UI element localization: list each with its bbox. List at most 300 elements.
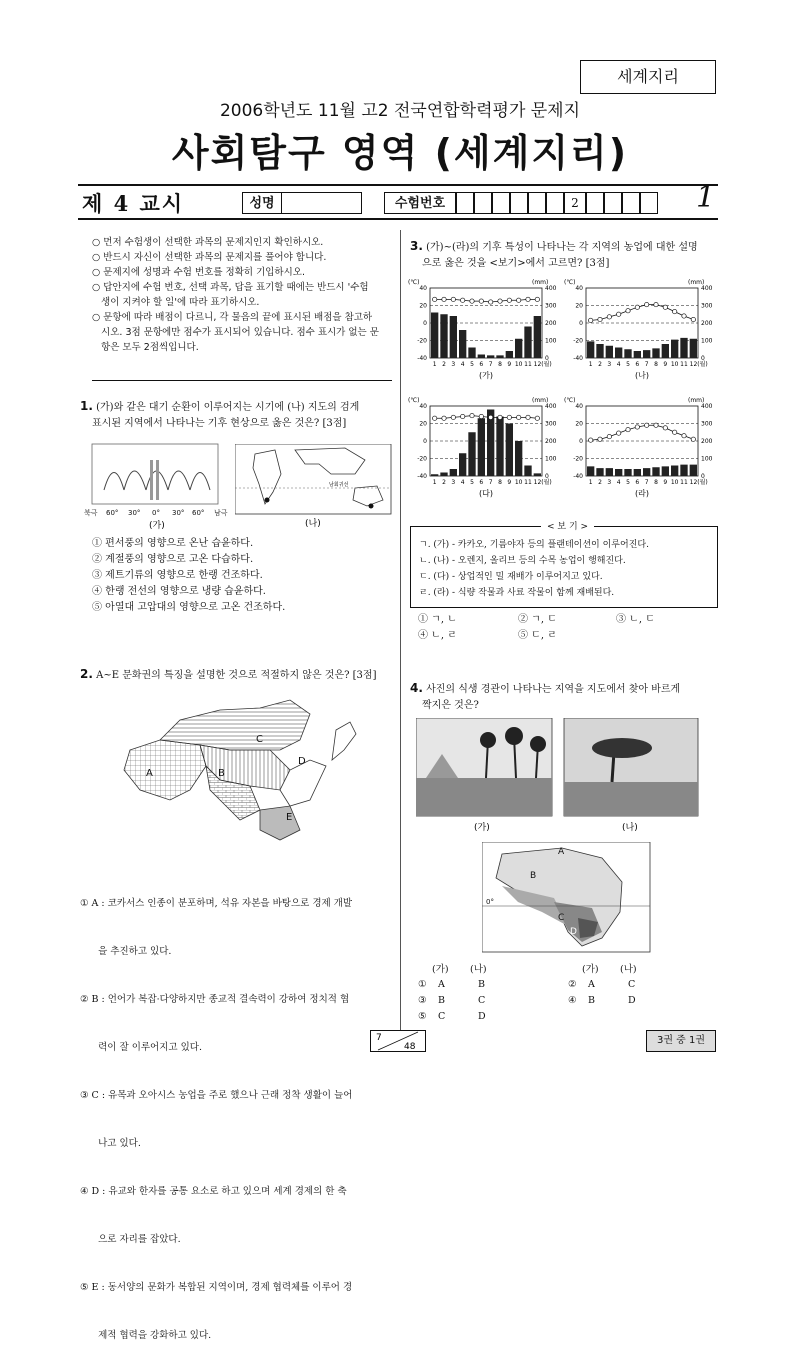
precip-unit: (mm) bbox=[532, 279, 549, 286]
map-label: B bbox=[530, 871, 537, 881]
month-tick: 8 bbox=[654, 361, 658, 368]
precip-bar bbox=[496, 355, 503, 358]
temp-point bbox=[663, 426, 667, 430]
exam-number-cell[interactable] bbox=[604, 192, 622, 214]
month-tick: 11 bbox=[524, 479, 532, 486]
temp-tick: 0 bbox=[579, 320, 583, 327]
precip-tick: 100 bbox=[701, 337, 713, 345]
instructions bbox=[92, 235, 392, 355]
answer-option[interactable]: ① ㄱ, ㄴ bbox=[418, 614, 457, 625]
precip-bar bbox=[680, 465, 687, 476]
temp-point bbox=[535, 416, 539, 420]
precip-tick: 400 bbox=[545, 285, 557, 292]
exam-number-fixed-digit: 2 bbox=[564, 192, 586, 214]
question-text: 표시된 지역에서 나타나는 기후 현상으로 옳은 것은? [3점] bbox=[92, 418, 347, 429]
lat-label: 60° bbox=[192, 509, 205, 517]
exam-number-cell[interactable] bbox=[510, 192, 528, 214]
temp-unit: (℃) bbox=[408, 397, 420, 404]
q2-options bbox=[80, 864, 396, 1360]
precip-bar bbox=[624, 349, 631, 358]
month-tick: 9 bbox=[663, 361, 668, 368]
month-tick: 3 bbox=[451, 361, 456, 368]
climate-chart bbox=[408, 279, 557, 380]
precip-bar bbox=[634, 351, 641, 358]
exam-number-cell[interactable] bbox=[640, 192, 658, 214]
precip-bar bbox=[652, 348, 659, 358]
month-tick: 12(월) bbox=[533, 479, 552, 486]
page-counter bbox=[370, 1030, 426, 1052]
month-tick: 12(월) bbox=[689, 479, 708, 486]
precip-tick: 200 bbox=[545, 438, 557, 445]
asia-culture-map bbox=[110, 690, 370, 850]
temp-point bbox=[507, 415, 511, 419]
precip-bar bbox=[643, 350, 650, 358]
temp-unit: (℃) bbox=[408, 279, 420, 286]
answer-option[interactable]: ④ D : 유교와 한자를 공통 요소로 하고 있으며 세계 경제의 한 축 bbox=[80, 1186, 347, 1197]
exam-number-cell[interactable] bbox=[622, 192, 640, 214]
question-3 bbox=[410, 238, 720, 272]
temp-point bbox=[654, 423, 658, 427]
precip-unit: (mm) bbox=[688, 397, 705, 404]
precip-bar bbox=[534, 316, 541, 358]
month-tick: 11 bbox=[524, 361, 532, 368]
header-rule-bottom bbox=[78, 218, 718, 220]
month-tick: 5 bbox=[470, 479, 474, 486]
answer-option[interactable]: ⑤ ㄷ, ㄹ bbox=[518, 630, 557, 641]
precip-bar bbox=[643, 468, 650, 476]
temp-tick: -20 bbox=[417, 337, 427, 345]
temp-point bbox=[479, 299, 483, 303]
instruction-line: ○ 반드시 자신이 선택한 과목의 문제지를 풀어야 합니다. bbox=[92, 252, 327, 263]
precip-bar bbox=[587, 466, 594, 476]
precip-bar bbox=[606, 346, 613, 358]
page-number: 1 bbox=[696, 180, 716, 215]
precip-bar bbox=[450, 316, 457, 358]
question-text: 사진의 식생 경관이 나타나는 지역을 지도에서 찾아 바르게 bbox=[426, 684, 681, 695]
answer-option[interactable]: ④ ㄴ, ㄹ bbox=[418, 630, 457, 641]
month-tick: 4 bbox=[616, 361, 621, 368]
instruction-line: 생이 지켜야 할 일'에 따라 표기하시오. bbox=[92, 297, 260, 308]
temp-point bbox=[460, 298, 464, 302]
answer-option[interactable]: ① A : 코카서스 인종이 분포하며, 석유 자본을 바탕으로 경제 개발 bbox=[80, 898, 353, 909]
month-tick: 1 bbox=[588, 479, 593, 486]
month-tick: 5 bbox=[626, 361, 630, 368]
precip-tick: 0 bbox=[545, 473, 549, 480]
answer-option-continued: 을 추진하고 있다. bbox=[80, 946, 172, 957]
precip-tick: 300 bbox=[545, 302, 557, 310]
month-tick: 4 bbox=[460, 479, 465, 486]
precip-bar bbox=[431, 313, 438, 359]
month-tick: 12(월) bbox=[533, 361, 552, 368]
temp-point bbox=[451, 297, 455, 301]
month-tick: 7 bbox=[644, 479, 649, 486]
month-tick: 8 bbox=[654, 479, 658, 486]
temp-point bbox=[507, 298, 511, 302]
month-tick: 4 bbox=[460, 361, 465, 368]
region-label-a: A bbox=[146, 768, 153, 779]
exam-title: 2006학년도 11월 고2 전국연합학력평가 문제지 bbox=[219, 101, 581, 121]
bogi-box bbox=[410, 522, 718, 608]
temp-point bbox=[672, 430, 676, 434]
region-label-c: C bbox=[256, 734, 263, 745]
temp-tick: 20 bbox=[575, 302, 583, 310]
temp-point bbox=[663, 305, 667, 309]
answer-option-continued: 력이 잘 이루어지고 있다. bbox=[80, 1042, 202, 1053]
answer-option[interactable]: ⑤ E : 동서양의 문화가 복합된 지역이며, 경제 협력체를 이루어 경 bbox=[80, 1282, 353, 1293]
precip-bar bbox=[690, 465, 697, 476]
temp-tick: -40 bbox=[573, 355, 583, 362]
lat-label: 30° bbox=[172, 509, 185, 517]
precip-tick: 100 bbox=[701, 455, 713, 463]
temp-point bbox=[442, 416, 446, 420]
temp-tick: 40 bbox=[575, 285, 583, 292]
precip-unit: (mm) bbox=[688, 279, 705, 286]
answer-option[interactable]: ③ ㄴ, ㄷ bbox=[616, 614, 655, 625]
precip-bar bbox=[662, 466, 669, 476]
bogi-item: ㄹ. (라) - 식량 작물과 사료 작물이 함께 재배된다. bbox=[419, 588, 615, 598]
temp-point bbox=[442, 297, 446, 301]
precip-bar bbox=[534, 473, 541, 476]
question-text: 으로 옳은 것을 <보기>에서 고르면? [3점] bbox=[422, 258, 610, 269]
vegetation-photos bbox=[416, 718, 716, 838]
temp-point bbox=[672, 309, 676, 313]
precip-tick: 0 bbox=[701, 473, 705, 480]
precip-bar bbox=[615, 348, 622, 359]
temp-tick: -20 bbox=[417, 455, 427, 463]
climate-chart bbox=[408, 397, 557, 498]
climate-charts bbox=[406, 274, 716, 510]
temp-tick: -40 bbox=[417, 355, 427, 362]
chart-title: (가) bbox=[479, 371, 493, 380]
precip-bar bbox=[515, 339, 522, 358]
month-tick: 10 bbox=[670, 361, 679, 368]
month-tick: 1 bbox=[588, 361, 593, 368]
answer-option[interactable]: ③ C : 유목과 오아시스 농업을 주로 했으나 근래 정착 생활이 늘어 bbox=[80, 1090, 353, 1101]
temp-point bbox=[644, 423, 648, 427]
answer-option-continued: 으로 자리를 잡았다. bbox=[80, 1234, 181, 1245]
temp-point bbox=[682, 314, 686, 318]
precip-bar bbox=[506, 351, 513, 358]
month-tick: 8 bbox=[498, 361, 502, 368]
precip-bar bbox=[524, 327, 531, 359]
question-text: (가)~(라)의 기후 특성이 나타나는 각 지역의 농업에 대한 설명 bbox=[426, 242, 698, 253]
temp-tick: -20 bbox=[573, 337, 583, 345]
photo-caption-a: (가) bbox=[474, 823, 490, 833]
temp-point bbox=[470, 299, 474, 303]
precip-tick: 200 bbox=[701, 438, 713, 445]
month-tick: 6 bbox=[479, 361, 484, 368]
bogi-item: ㄱ. (가) - 카카오, 기름야자 등의 플랜테이션이 이루어진다. bbox=[419, 540, 649, 550]
temp-point bbox=[588, 438, 592, 442]
exam-number-cell[interactable] bbox=[456, 192, 474, 214]
month-tick: 5 bbox=[470, 361, 474, 368]
map-label: C bbox=[558, 913, 565, 923]
month-tick: 11 bbox=[680, 479, 688, 486]
temp-tick: 20 bbox=[419, 302, 427, 310]
instruction-line: 항은 모두 2점씩입니다. bbox=[92, 342, 199, 353]
precip-bar bbox=[515, 441, 522, 476]
precip-bar bbox=[459, 453, 466, 476]
column-heading: (가) bbox=[432, 964, 449, 975]
instruction-line: ○ 먼저 수험생이 선택한 과목의 문제지인지 확인하시오. bbox=[92, 237, 324, 248]
precip-bar bbox=[596, 468, 603, 476]
subject-box: 세계지리 bbox=[580, 60, 716, 94]
temp-point bbox=[691, 317, 695, 321]
column-heading: (나) bbox=[470, 964, 487, 975]
precip-bar bbox=[468, 348, 475, 359]
month-tick: 2 bbox=[442, 361, 446, 368]
month-tick: 10 bbox=[670, 479, 679, 486]
instruction-line: ○ 문제지에 성명과 수험 번호를 정확히 기입하시오. bbox=[92, 267, 305, 278]
temp-tick: -20 bbox=[573, 455, 583, 463]
month-tick: 2 bbox=[598, 361, 602, 368]
month-tick: 9 bbox=[663, 479, 668, 486]
precip-bar bbox=[506, 424, 513, 477]
precip-bar bbox=[596, 344, 603, 358]
temp-point bbox=[488, 300, 492, 304]
month-tick: 2 bbox=[598, 479, 602, 486]
exam-number-cell[interactable] bbox=[546, 192, 564, 214]
precip-bar bbox=[662, 344, 669, 358]
temp-tick: 20 bbox=[575, 420, 583, 428]
question-number: 1. bbox=[80, 399, 93, 413]
temp-point bbox=[635, 305, 639, 309]
temp-tick: 20 bbox=[419, 420, 427, 428]
precip-bar bbox=[440, 473, 447, 477]
precip-bar bbox=[680, 338, 687, 358]
photo-caption-b: (나) bbox=[622, 823, 638, 833]
precip-bar bbox=[468, 432, 475, 476]
precip-bar bbox=[606, 468, 613, 476]
map-label: 남회귀선 bbox=[329, 482, 349, 488]
temp-point bbox=[470, 413, 474, 417]
question-number: 3. bbox=[410, 239, 423, 253]
question-text: (가)와 같은 대기 순환이 이루어지는 시기에 (나) 지도의 검게 bbox=[96, 402, 360, 413]
world-map-q1 bbox=[235, 444, 393, 530]
temp-tick: -40 bbox=[573, 473, 583, 480]
month-tick: 7 bbox=[488, 479, 493, 486]
month-tick: 7 bbox=[644, 361, 649, 368]
temp-point bbox=[488, 415, 492, 419]
exam-number-cell[interactable] bbox=[474, 192, 492, 214]
question-number: 2. bbox=[80, 667, 93, 681]
answer-option[interactable]: ② ㄱ, ㄷ bbox=[518, 614, 557, 625]
volume-badge: 3권 중 1권 bbox=[646, 1030, 716, 1052]
precip-tick: 0 bbox=[701, 355, 705, 362]
answer-option-continued: 나고 있다. bbox=[80, 1138, 141, 1149]
lat-label: 30° bbox=[128, 509, 141, 517]
answer-option[interactable]: ② 계절풍의 영향으로 고온 다습하다. bbox=[92, 554, 254, 565]
precip-bar bbox=[652, 467, 659, 476]
temp-point bbox=[479, 414, 483, 418]
bogi-item: ㄴ. (나) - 오렌지, 올리브 등의 수목 농업이 행해진다. bbox=[419, 556, 626, 566]
temp-point bbox=[432, 416, 436, 420]
month-tick: 8 bbox=[498, 479, 502, 486]
precip-unit: (mm) bbox=[532, 397, 549, 404]
column-heading: (나) bbox=[620, 964, 637, 975]
answer-option[interactable]: ① 편서풍의 영향으로 온난 습윤하다. bbox=[92, 538, 254, 549]
temp-point bbox=[691, 437, 695, 441]
month-tick: 2 bbox=[442, 479, 446, 486]
exam-number-label: 수험번호 bbox=[384, 192, 456, 214]
question-number: 4. bbox=[410, 681, 423, 695]
month-tick: 3 bbox=[607, 479, 612, 486]
precip-tick: 400 bbox=[701, 403, 713, 410]
answer-option[interactable]: ② B : 언어가 복잡·다양하지만 종교적 결속력이 강하여 정치적 협 bbox=[80, 994, 350, 1005]
precip-tick: 300 bbox=[701, 302, 713, 310]
precip-bar bbox=[478, 355, 485, 359]
precip-bar bbox=[459, 330, 466, 358]
temp-point bbox=[654, 302, 658, 306]
month-tick: 10 bbox=[514, 361, 523, 368]
africa-vegetation-map bbox=[482, 842, 652, 954]
precip-bar bbox=[524, 466, 531, 477]
precip-tick: 400 bbox=[701, 285, 713, 292]
answer-option-continued: 제적 협력을 강화하고 있다. bbox=[80, 1330, 212, 1341]
question-4 bbox=[410, 680, 720, 714]
temp-point bbox=[498, 299, 502, 303]
name-input[interactable] bbox=[282, 192, 362, 214]
precip-tick: 300 bbox=[701, 420, 713, 428]
header-rule-top bbox=[78, 184, 718, 186]
temp-tick: 40 bbox=[419, 285, 427, 292]
answer-option[interactable]: ② A C bbox=[568, 979, 636, 990]
map-label: 0° bbox=[486, 898, 494, 906]
lat-label: 남극 bbox=[214, 509, 228, 517]
temp-point bbox=[516, 415, 520, 419]
answer-option[interactable]: ④ 한랭 전선의 영향으로 냉량 습윤하다. bbox=[92, 586, 266, 597]
temp-tick: 40 bbox=[575, 403, 583, 410]
question-1 bbox=[80, 398, 396, 432]
name-field bbox=[242, 192, 362, 214]
precip-tick: 400 bbox=[545, 403, 557, 410]
exam-number-cell[interactable] bbox=[586, 192, 604, 214]
region-label-d: D bbox=[298, 756, 306, 767]
temp-point bbox=[526, 297, 530, 301]
month-tick: 12(월) bbox=[689, 361, 708, 368]
month-tick: 6 bbox=[635, 361, 640, 368]
column-divider bbox=[400, 230, 401, 1030]
lat-label: 0° bbox=[152, 509, 160, 517]
temp-point bbox=[626, 427, 630, 431]
month-tick: 9 bbox=[507, 361, 512, 368]
question-text: 짝지은 것은? bbox=[422, 700, 479, 711]
answer-option[interactable]: ⑤ C D bbox=[418, 1011, 486, 1022]
figure-caption: (가) bbox=[149, 521, 165, 530]
precip-bar bbox=[624, 469, 631, 476]
temp-point bbox=[516, 298, 520, 302]
temp-point bbox=[607, 315, 611, 319]
month-tick: 11 bbox=[680, 361, 688, 368]
temp-point bbox=[535, 297, 539, 301]
month-tick: 3 bbox=[451, 479, 456, 486]
precip-bar bbox=[450, 469, 457, 476]
precip-tick: 100 bbox=[545, 337, 557, 345]
exam-number-field bbox=[384, 192, 658, 214]
month-tick: 1 bbox=[432, 361, 437, 368]
region-label-b: B bbox=[218, 768, 225, 779]
temp-unit: (℃) bbox=[564, 279, 576, 286]
page-current: 7 bbox=[376, 1033, 382, 1043]
month-tick: 1 bbox=[432, 479, 437, 486]
exam-number-cell[interactable] bbox=[492, 192, 510, 214]
precip-bar bbox=[440, 314, 447, 358]
temp-point bbox=[526, 415, 530, 419]
temp-point bbox=[616, 312, 620, 316]
precip-tick: 100 bbox=[545, 455, 557, 463]
precip-bar bbox=[496, 417, 503, 477]
region-label-e: E bbox=[286, 812, 293, 823]
precip-tick: 200 bbox=[545, 320, 557, 327]
temp-point bbox=[644, 302, 648, 306]
month-tick: 6 bbox=[635, 479, 640, 486]
answer-option[interactable]: ① A B bbox=[418, 979, 485, 990]
instruction-line: 시오. 3점 문항에만 점수가 표시되어 있습니다. 점수 표시가 없는 문 bbox=[92, 327, 379, 338]
temp-point bbox=[626, 309, 630, 313]
temp-tick: 0 bbox=[579, 438, 583, 445]
temp-point bbox=[607, 434, 611, 438]
map-label: A bbox=[558, 847, 565, 857]
temp-tick: 0 bbox=[423, 320, 427, 327]
precip-bar bbox=[634, 469, 641, 476]
page-title: 사회탐구 영역 (세계지리) bbox=[171, 131, 629, 175]
column-heading: (가) bbox=[582, 964, 599, 975]
instruction-line: ○ 답안지에 수험 번호, 선택 과목, 답을 표기할 때에는 반드시 '수험 bbox=[92, 282, 369, 293]
chart-title: (라) bbox=[635, 489, 649, 498]
chart-title: (나) bbox=[635, 371, 649, 380]
temp-point bbox=[498, 415, 502, 419]
precip-tick: 0 bbox=[545, 355, 549, 362]
temp-point bbox=[598, 437, 602, 441]
temp-point bbox=[682, 434, 686, 438]
precip-tick: 300 bbox=[545, 420, 557, 428]
temp-point bbox=[432, 297, 436, 301]
lat-label: 60° bbox=[106, 509, 119, 517]
precip-bar bbox=[615, 469, 622, 476]
temp-point bbox=[460, 414, 464, 418]
answer-option[interactable]: ⑤ 아열대 고압대의 영향으로 고온 건조하다. bbox=[92, 602, 286, 613]
exam-number-cell[interactable] bbox=[528, 192, 546, 214]
month-tick: 10 bbox=[514, 479, 523, 486]
precip-bar bbox=[671, 466, 678, 477]
precip-bar bbox=[431, 474, 438, 476]
precip-bar bbox=[587, 341, 594, 358]
chart-title: (다) bbox=[479, 489, 493, 498]
precip-bar bbox=[671, 340, 678, 358]
q1-options bbox=[92, 536, 392, 616]
notes-rule bbox=[92, 380, 392, 381]
answer-option[interactable]: ③ 제트기류의 영향으로 한랭 건조하다. bbox=[92, 570, 263, 581]
answer-option[interactable]: ④ B D bbox=[568, 995, 636, 1006]
temp-tick: -40 bbox=[417, 473, 427, 480]
question-2 bbox=[80, 666, 396, 684]
precip-bar bbox=[478, 418, 485, 476]
bogi-item: ㄷ. (다) - 상업적인 밀 재배가 이루어지고 있다. bbox=[419, 572, 603, 582]
bogi-title: < 보 기 > bbox=[541, 519, 594, 532]
temp-tick: 0 bbox=[423, 438, 427, 445]
temp-point bbox=[635, 425, 639, 429]
instruction-line: ○ 문항에 따라 배점이 다르니, 각 물음의 끝에 표시된 배점을 참고하 bbox=[92, 312, 373, 323]
atmospheric-circulation-diagram bbox=[84, 440, 234, 530]
month-tick: 4 bbox=[616, 479, 621, 486]
month-tick: 3 bbox=[607, 361, 612, 368]
month-tick: 7 bbox=[488, 361, 493, 368]
temp-point bbox=[616, 431, 620, 435]
temp-tick: 40 bbox=[419, 403, 427, 410]
period-label: 제 4 교시 bbox=[82, 191, 185, 216]
answer-option[interactable]: ③ B C bbox=[418, 995, 486, 1006]
climate-chart bbox=[564, 397, 713, 498]
